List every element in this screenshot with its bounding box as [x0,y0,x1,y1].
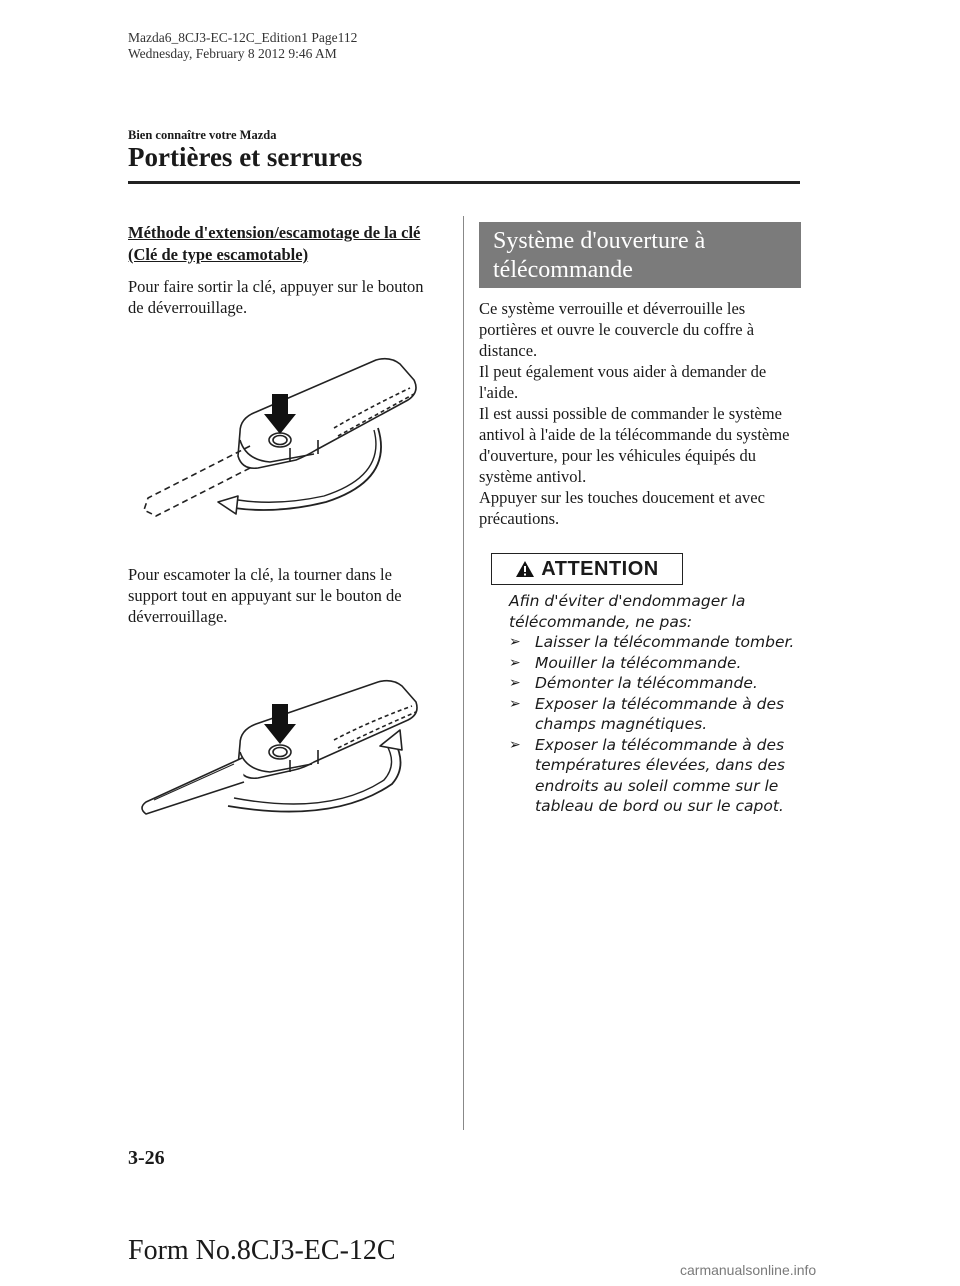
section-banner [479,222,801,288]
retract-key-text: Pour escamoter la clé, la tourner dans le support tout en appuyant sur le bouton de déverrouillage. [128,565,402,626]
attention-item [509,694,799,735]
print-info-line2: Wednesday, February 8 2012 9:46 AM [128,46,337,61]
right-column [479,222,801,529]
banner-line2: télécommande [493,257,633,283]
print-info-line1: Mazda6_8CJ3-EC-12C_Edition1 Page112 [128,30,358,45]
form-number: Form No.8CJ3-EC-12C [128,1235,396,1266]
system-description [479,298,801,529]
title-rule [128,181,800,184]
retract-key-text-block [128,564,443,627]
system-paragraph: Ce système verrouille et déverrouille les portières et ouvre le couvercle du coffre à distance. [479,299,755,360]
attention-item-text: Mouiller la télécommande. [535,653,742,672]
watermark: carmanualsonline.info [680,1262,817,1278]
arrow-bullet-icon: ➢ [509,654,521,671]
attention-item [509,632,799,653]
page-number: 3-26 [128,1147,165,1169]
system-paragraph: Il est aussi possible de commander le système antivol à l'aide de la télécommande du système d'ouverture, pour les véhicules équipés du système antivol. [479,404,790,486]
key-extend-illustration [138,350,438,525]
attention-item-text: Laisser la télécommande tomber. [535,633,795,651]
left-column [128,222,438,318]
warning-icon [515,560,535,578]
print-info [128,30,357,62]
arrow-bullet-icon: ➢ [509,695,521,712]
arrow-bullet-icon: ➢ [509,736,521,753]
attention-item-text: Exposer la télécommande à des champs magnétiques. [535,694,785,733]
attention-intro: Afin d'éviter d'endommager la télécommande, ne pas: [509,592,746,631]
section-label: Bien connaître votre Mazda [128,128,277,142]
banner-line1: Système d'ouverture à [493,228,706,254]
column-divider [463,216,464,1130]
attention-content [509,591,799,817]
attention-item [509,673,799,694]
attention-box [491,553,683,585]
page-title: Portières et serrures [128,142,363,172]
attention-label: ATTENTION [541,557,659,580]
arrow-bullet-icon: ➢ [509,675,521,691]
key-retract-illustration [124,674,444,834]
subheading: Méthode d'extension/escamotage de la clé (Clé de type escamotable) [128,223,421,264]
system-paragraph: Appuyer sur les touches doucement et avec précautions. [479,488,765,528]
system-paragraph: Il peut également vous aider à demander de l'aide. [479,362,767,402]
attention-item-text: Démonter la télécommande. [535,674,758,692]
attention-item [509,653,799,674]
attention-item [509,735,799,817]
arrow-bullet-icon: ➢ [509,634,521,650]
attention-item-text: Exposer la télécommande à des températures élevées, dans des endroits au soleil comme sur le tableau de bord ou sur le capot. [535,735,785,815]
extend-key-text: Pour faire sortir la clé, appuyer sur le bouton de déverrouillage. [128,277,424,317]
